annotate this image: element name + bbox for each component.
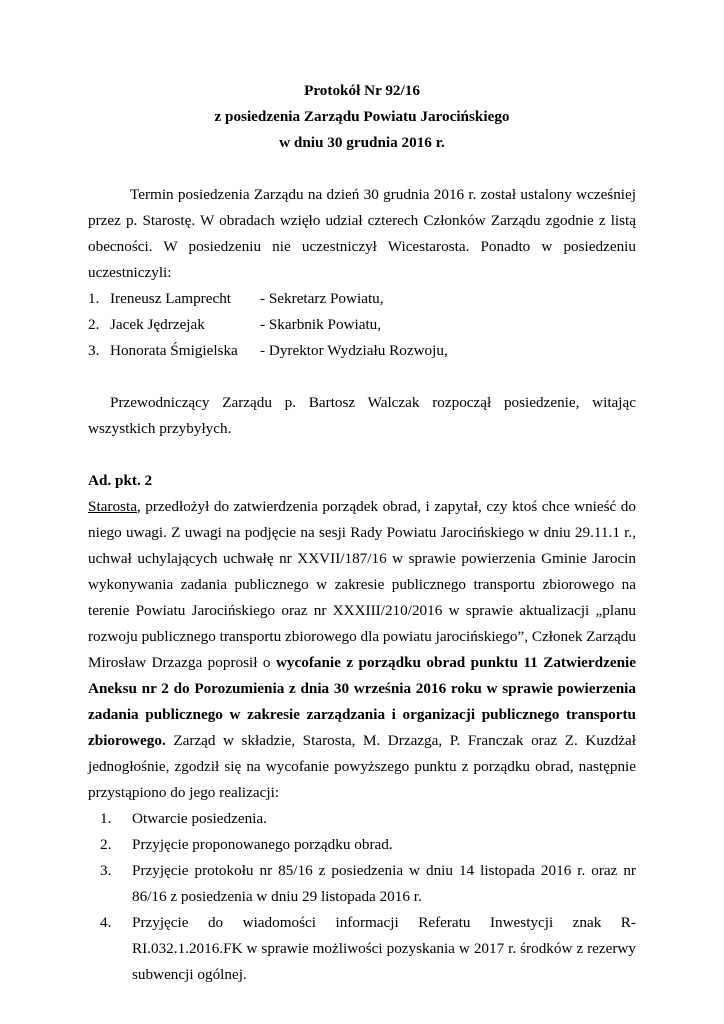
attendee-name: Honorata Śmigielska	[110, 342, 238, 359]
document-subtitle: z posiedzenia Zarządu Powiatu Jarocińskiego	[214, 108, 510, 125]
agenda-item	[88, 806, 636, 832]
agenda-number: 2.	[100, 836, 112, 853]
agenda-item	[88, 832, 636, 858]
agenda-number: 3.	[100, 862, 112, 879]
attendee-item	[88, 338, 636, 364]
section-heading: Ad. pkt. 2	[88, 472, 153, 489]
document-title: Protokół Nr 92/16	[304, 82, 420, 99]
attendee-list	[88, 286, 636, 364]
section-text-a: , przedłożył do zatwierdzenia porządek obrad, i zapytał, czy ktoś chce wnieść do niego uwagi. Z uwagi na podjęcie na sesji Rady Powiatu Jarocińskiego w dniu 29.11.1 r., uchwał uchylających uchwałę nr XXVII/187/16 w sprawie powierzenia Gminie Jarocin wykonywania zadania publicznego w zakresie publicznego transportu zbiorowego na terenie Powiatu Jarocińskiego oraz nr XXXIII/210/2016 w sprawie aktualizacji „planu rozwoju publicznego transportu zbiorowego dla powiatu jarocińskiego”, Członek Zarządu Mirosław Drzazga poprosił o	[88, 498, 636, 671]
attendee-number: 1.	[88, 290, 100, 307]
attendee-role: - Skarbnik Powiatu,	[260, 316, 382, 333]
attendee-role: - Sekretarz Powiatu,	[260, 290, 384, 307]
section-text-b: Zarząd w składzie, Starosta, M. Drzazga, P. Franczak oraz Z. Kuzdżał jednogłośnie, zgodził się na wycofanie powyższego punktu z porządku obrad, następnie przystąpiono do jego realizacji:	[88, 732, 636, 801]
agenda-text: Przyjęcie do wiadomości informacji Referatu Inwestycji znak R-RI.032.1.2016.FK w sprawie możliwości pozyskania w 2017 r. środków z rezerwy subwencji ogólnej.	[132, 914, 636, 983]
agenda-number: 1.	[100, 810, 112, 827]
attendee-name: Jacek Jędrzejak	[110, 316, 205, 333]
attendee-number: 2.	[88, 316, 100, 333]
attendee-name: Ireneusz Lamprecht	[110, 290, 232, 307]
agenda-item	[88, 858, 636, 910]
section-paragraph	[88, 494, 636, 806]
intro-paragraph: Termin posiedzenia Zarządu na dzień 30 grudnia 2016 r. został ustalony wcześniej przez p. Starostę. W obradach wzięło udział czterech Członków Zarządu zgodnie z listą obecności. W posiedzeniu nie uczestniczył Wicestarosta. Ponadto w posiedzeniu uczestniczyli:	[88, 186, 636, 281]
attendee-number: 3.	[88, 342, 100, 359]
document-date: w dniu 30 grudnia 2016 r.	[279, 134, 445, 151]
agenda-number: 4.	[100, 914, 112, 931]
attendee-role: - Dyrektor Wydziału Rozwoju,	[260, 342, 448, 359]
attendee-item	[88, 286, 636, 312]
agenda-text: Przyjęcie proponowanego porządku obrad.	[132, 836, 393, 853]
agenda-text: Przyjęcie protokołu nr 85/16 z posiedzenia w dniu 14 listopada 2016 r. oraz nr 86/16 z posiedzenia w dniu 29 listopada 2016 r.	[132, 862, 636, 905]
agenda-text: Otwarcie posiedzenia.	[132, 810, 267, 827]
speaker-name: Starosta	[88, 498, 137, 515]
section-text-bold: wycofanie z porządku obrad punktu 11 Zatwierdzenie Aneksu nr 2 do Porozumienia z dnia 30 września 2016 roku w sprawie powierzenia zadania publicznego w zakresie zarządzania i organizacji publicznego transportu zbiorowego.	[88, 654, 636, 749]
agenda-list	[88, 806, 636, 988]
opening-paragraph: Przewodniczący Zarządu p. Bartosz Walczak rozpoczął posiedzenie, witając wszystkich przybyłych.	[88, 394, 636, 437]
attendee-item	[88, 312, 636, 338]
agenda-item	[88, 910, 636, 988]
